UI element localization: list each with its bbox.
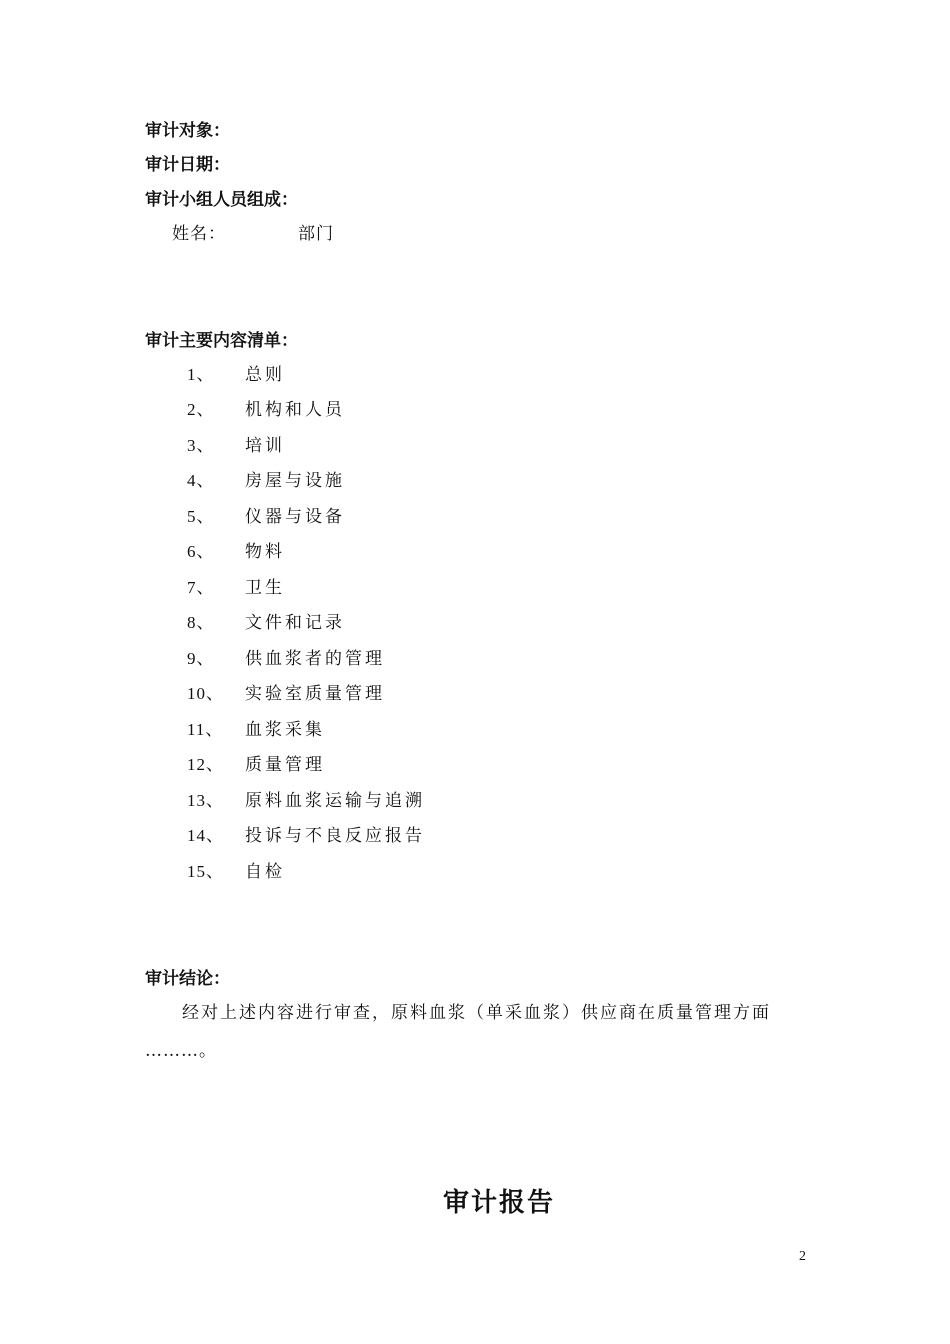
list-item-text: 总则	[245, 365, 285, 385]
list-item-number: 13、	[187, 791, 224, 810]
conclusion-heading: 审计结论：	[145, 969, 230, 989]
list-item-number: 7、	[187, 578, 215, 597]
list-item-text: 物料	[245, 542, 285, 562]
list-item-text: 供血浆者的管理	[245, 649, 385, 669]
audit-date-label: 审计日期：	[145, 155, 230, 175]
list-item-number: 15、	[187, 862, 224, 881]
conclusion-text: 经对上述内容进行审查，原料血浆（单采血浆）供应商在质量管理方面	[182, 1003, 771, 1023]
list-item-text: 机构和人员	[245, 400, 345, 420]
list-item-number: 6、	[187, 542, 215, 561]
list-item-text: 仪器与设备	[245, 507, 345, 527]
list-item-number: 12、	[187, 755, 224, 774]
list-item-number: 1、	[187, 365, 215, 384]
list-item-number: 5、	[187, 507, 215, 526]
list-item-text: 原料血浆运输与追溯	[245, 791, 425, 811]
list-item-text: 投诉与不良反应报告	[245, 826, 425, 846]
list-item-text: 房屋与设施	[245, 471, 345, 491]
department-label: 部门	[298, 224, 334, 244]
list-item-number: 3、	[187, 436, 215, 455]
page-number: 2	[799, 1249, 806, 1264]
content-list-heading: 审计主要内容清单：	[145, 331, 298, 351]
list-item-text: 文件和记录	[245, 613, 345, 633]
list-item-number: 11、	[187, 720, 224, 739]
list-item-number: 14、	[187, 826, 224, 845]
list-item-text: 质量管理	[245, 755, 325, 775]
list-item-text: 实验室质量管理	[245, 684, 385, 704]
name-label: 姓名：	[172, 224, 226, 244]
list-item-text: 卫生	[245, 578, 285, 598]
list-item-text: 自检	[245, 862, 285, 882]
audit-team-label: 审计小组人员组成：	[145, 190, 298, 210]
audit-object-label: 审计对象：	[145, 121, 230, 141]
list-item-number: 2、	[187, 400, 215, 419]
list-item-number: 4、	[187, 471, 215, 490]
list-item-text: 培训	[245, 436, 285, 456]
list-item-number: 9、	[187, 649, 215, 668]
report-title: 审计报告	[443, 1188, 556, 1218]
list-item-number: 8、	[187, 613, 215, 632]
list-item-number: 10、	[187, 684, 224, 703]
list-item-text: 血浆采集	[245, 720, 325, 740]
conclusion-text-continued: ………。	[145, 1041, 217, 1061]
